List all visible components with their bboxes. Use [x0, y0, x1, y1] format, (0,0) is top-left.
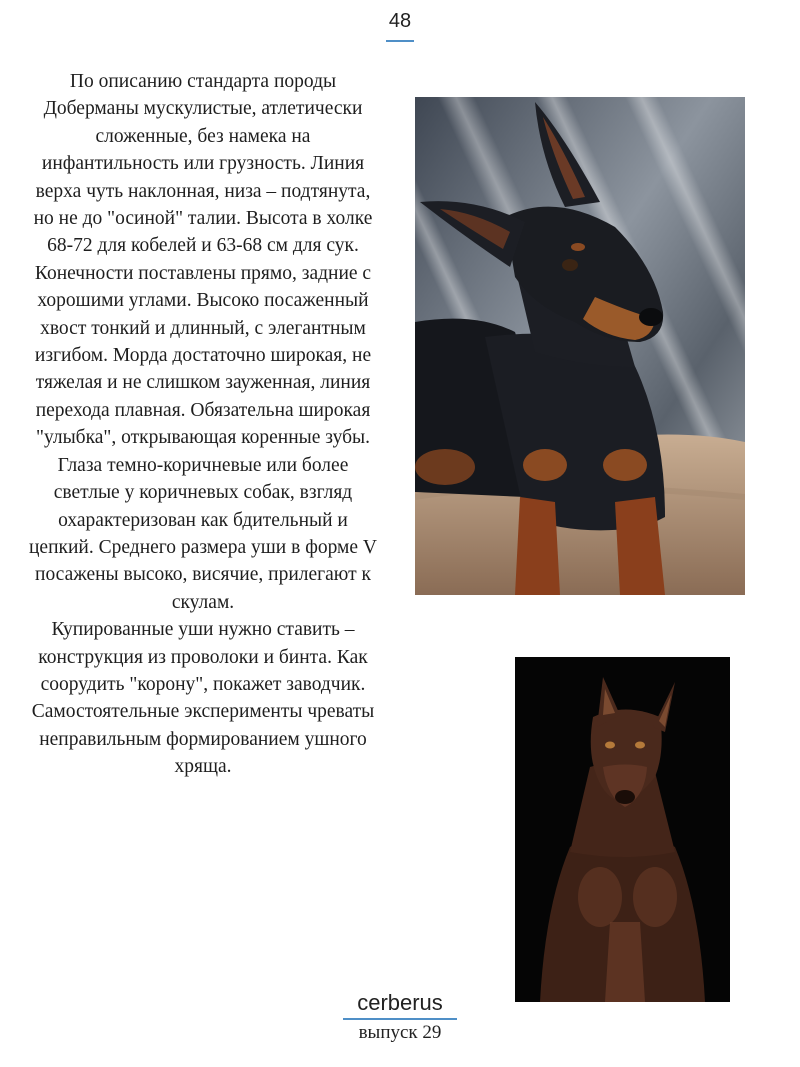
paragraph-eyes: Глаза темно-коричневые или более светлые у коричневых собак, взгляд охарактеризован как бдительный и цепкий. Среднего размера уши в форме V посажены высоко, висячие, прилегают к скулам. [29, 454, 377, 613]
paragraph-cropped-ears: Купированные уши нужно ставить – конструкция из проволоки и бинта. Как соорудить "корону", покажет заводчик. Самостоятельные эксперименты чреваты неправильным формированием ушного хряща. [31, 619, 375, 778]
doberman-lying-illustration [415, 97, 745, 595]
doberman-sitting-photo [515, 657, 730, 1002]
brand-underline [343, 1018, 457, 1020]
page-number-underline [386, 40, 414, 42]
page-number: 48 [388, 10, 412, 32]
magazine-brand: cerberus [357, 990, 443, 1015]
paragraph-standard: По описанию стандарта породы Доберманы мускулистые, атлетически сложенные, без намека на инфантильность или грузность. Линия верха чуть наклонная, низа – подтянута, но не до "осиной" талии. Высота в холке 68-72 для кобелей и 63-68 см для сук. [33, 71, 373, 257]
doberman-sitting-illustration [515, 657, 730, 1002]
doberman-lying-photo [415, 97, 745, 595]
article-text [28, 68, 378, 781]
issue-number: выпуск 29 [358, 1022, 442, 1043]
paragraph-limbs: Конечности поставлены прямо, задние с хорошими углами. Высоко посаженный хвост тонкий и длинный, с элегантным изгибом. Морда достаточно широкая, не тяжелая и не слишком зауженная, линия перехода плавная. Обязательна широкая "улыбка", открывающая коренные зубы. [34, 262, 372, 449]
